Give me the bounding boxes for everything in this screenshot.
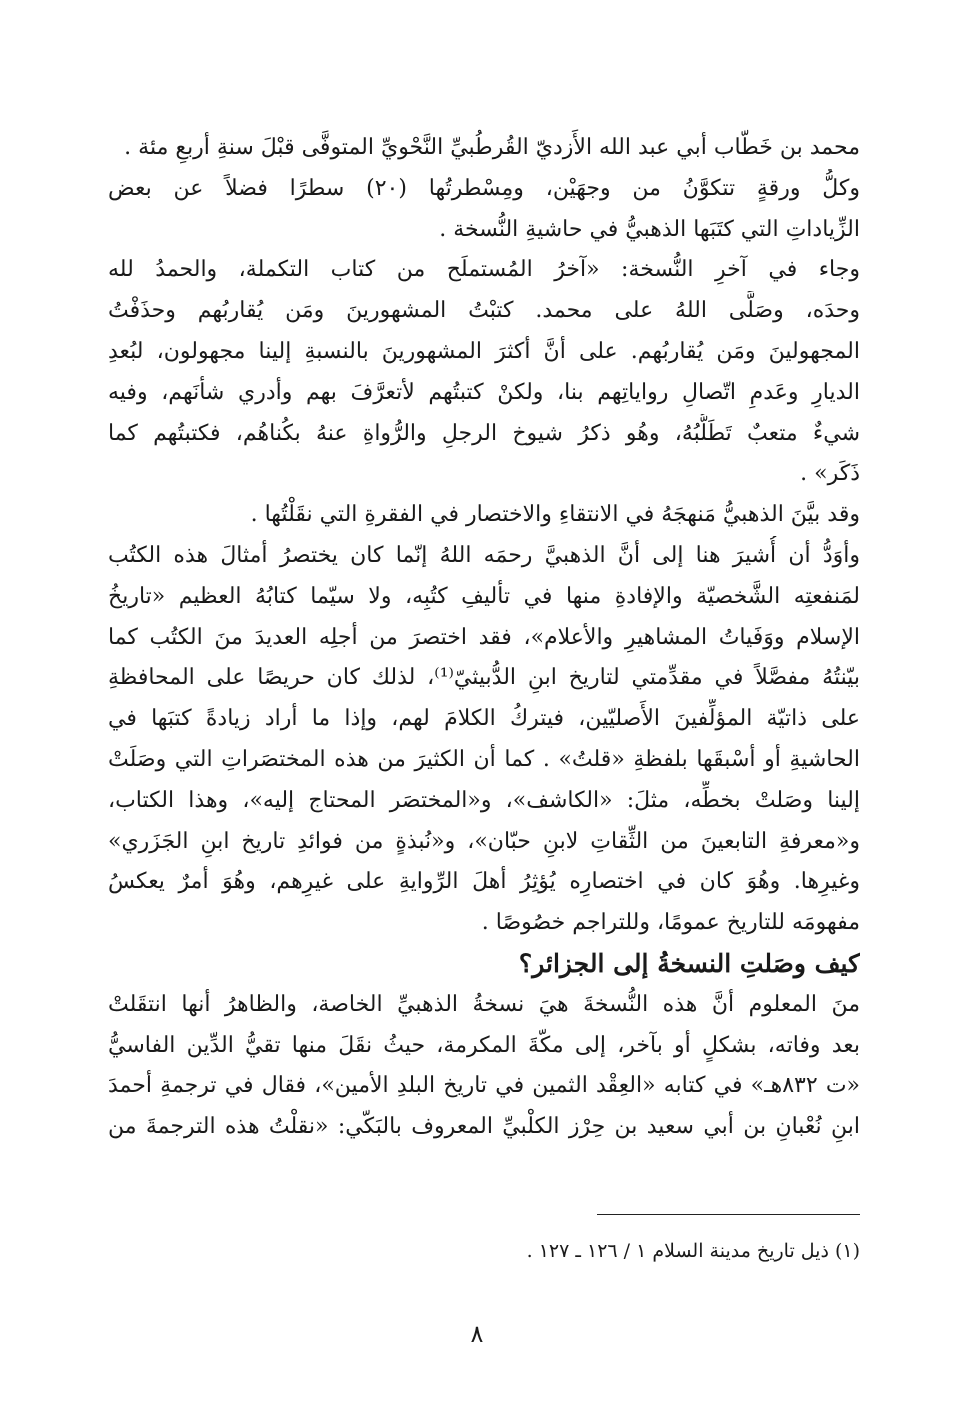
footnote-divider (597, 1214, 860, 1215)
text-line: مفهومَه للتاريخ عمومًا، وللتراجم خصُوصًا . (481, 910, 860, 936)
text-line: و«معرفةِ التابعينَ من الثِّقاتِ لابنِ حبّان»، و«نُبذةٍ من فوائدِ تاريخ ابنِ الجَزَري» (108, 828, 860, 854)
text-line: المجهولينَ ومَن يُقاربُهم. على أنَّ أكثرَ المشهورينَ بالنسبةِ إلينا مجهولون، لبُعدِ (108, 338, 860, 364)
text-line: الزِّياداتِ التي كتَبَها الذهبيُّ في حاشيةِ النُّسخة . (439, 216, 860, 242)
text-line: شيءٌ متعبٌ تَطَلُّبُهُ، وهُو ذكرُ شيوخ الرجلِ والرُّواةِ عنهُ بكُناهُم، فكتبتُهم كما (108, 420, 860, 446)
text-line: بعد وفاته، بشكلٍ أو بآخر، إلى مكّةَ المكرمة، حيثُ نقَلَ منها تقيُّ الدِّين الفاسيُّ (108, 1032, 860, 1058)
text-line: وجاء في آخرِ النُّسخة: «آخرُ المُستملَح من كتاب التكملة، والحمدُ لله (108, 257, 860, 283)
text-line: منَ المعلوم أنَّ هذه النُّسخةَ هيَ نسخةُ الذهبيِّ الخاصة، والظاهرُ أنها انتقَلتْ (108, 991, 860, 1017)
text-line: ابنِ نُعْبانِ بن أبي سعيد بن حِرْز الكلْبيِّ المعروف بالبَكّي: «نقلْتُ هذه الترجمةَ من (108, 1114, 860, 1140)
text-line: الإسلام ووَفَياتُ المشاهيرِ والأعلام»، فقد اختصرَ من أجلِه العديدَ منَ الكتُب كما (108, 624, 860, 650)
text-line: وغيرِها. وهُوَ كان في اختصارِه يُؤثِرُ أهلَ الرِّوايةِ على غيرِهم، وهُوَ أمرٌ يعكسُ (108, 869, 860, 895)
footnote: (١) ذيل تاريخ مدينة السلام ١ / ١٢٦ ـ ١٢٧ . (526, 1240, 860, 1262)
text-line: ذَكَر» . (800, 461, 860, 487)
text-line: وحدَه، وصَلَّى اللهُ على محمد. كتبْتُ المشهورينَ ومَن يُقاربُهم وحذَفْتُ (108, 298, 860, 324)
page-number: ٨ (470, 1320, 484, 1348)
text-line: محمد بن خَطّاب أبي عبد الله الأَزديّ القُرطُبيِّ النَّحْويِّ المتوفَّى قبْلَ سنةِ أربعِ مئة . (124, 135, 860, 160)
text-line: بيّنتُهُ مفصَّلاً في مقدِّمتي لتاريخ ابنِ الدُّبيثيّ⁽¹⁾، لذلك كان حريصًا على المحافظةِ (108, 665, 860, 691)
text-line: وأوَدُّ أن أُشيرَ هنا إلى أنَّ الذهبيَّ رحمَه اللهُ إنّما كان يختصرُ أمثالَ هذه الكتُب (108, 542, 860, 568)
text-line: وكلُّ ورقةٍ تتكوَّنُ من وجهَيْن، ومِسْطرتُها (٢٠) سطرًا فضلاً عن بعض (108, 175, 860, 201)
text-line: الحاشيةِ أو أسْبقَها بلفظةِ «قلتُ» . كما أن الكثيرَ من هذه المختصَراتِ التي وصَلَتْ (108, 746, 860, 772)
text-line: على ذاتيّة المؤلِّفينَ الأَصليّين، فيتركُ الكلامَ لهم، وإذا ما أراد زيادةً كتبَها في (108, 706, 860, 732)
text-line: لمَنفعتِه الشَّخصيّة والإفادةِ منها في تأليفِ كتُبِه، ولا سيّما كتابُهُ العظيم «تاريخُ (108, 583, 860, 609)
text-line: وقد بيَّنَ الذهبيُّ مَنهجَهُ في الانتقاءِ والاختصار في الفقرةِ التي نقَلْتُها . (250, 502, 860, 528)
text-line: الديارِ وعَدمِ اتّصالِ رواياتِهم بنا، ولكنْ كتبتُهم لأتعرَّفَ بهم وأدري شأنَهم، وفيه (108, 379, 860, 405)
section-heading: كيف وصَلتِ النسخةُ إلى الجزائر؟ (518, 948, 860, 978)
text-line: «ت ٨٣٢هـ» في كتابه «العِقْد الثمين في تاريخ البلدِ الأمين»، فقال في ترجمةِ أحمدَ (108, 1073, 860, 1099)
body-text (108, 128, 860, 1148)
text-line: إلينا وصَلتْ بخطِّه، مثلَ: «الكاشف»، و«المختصَر المحتاج إليه»، وهذا الكتاب، (108, 787, 860, 813)
